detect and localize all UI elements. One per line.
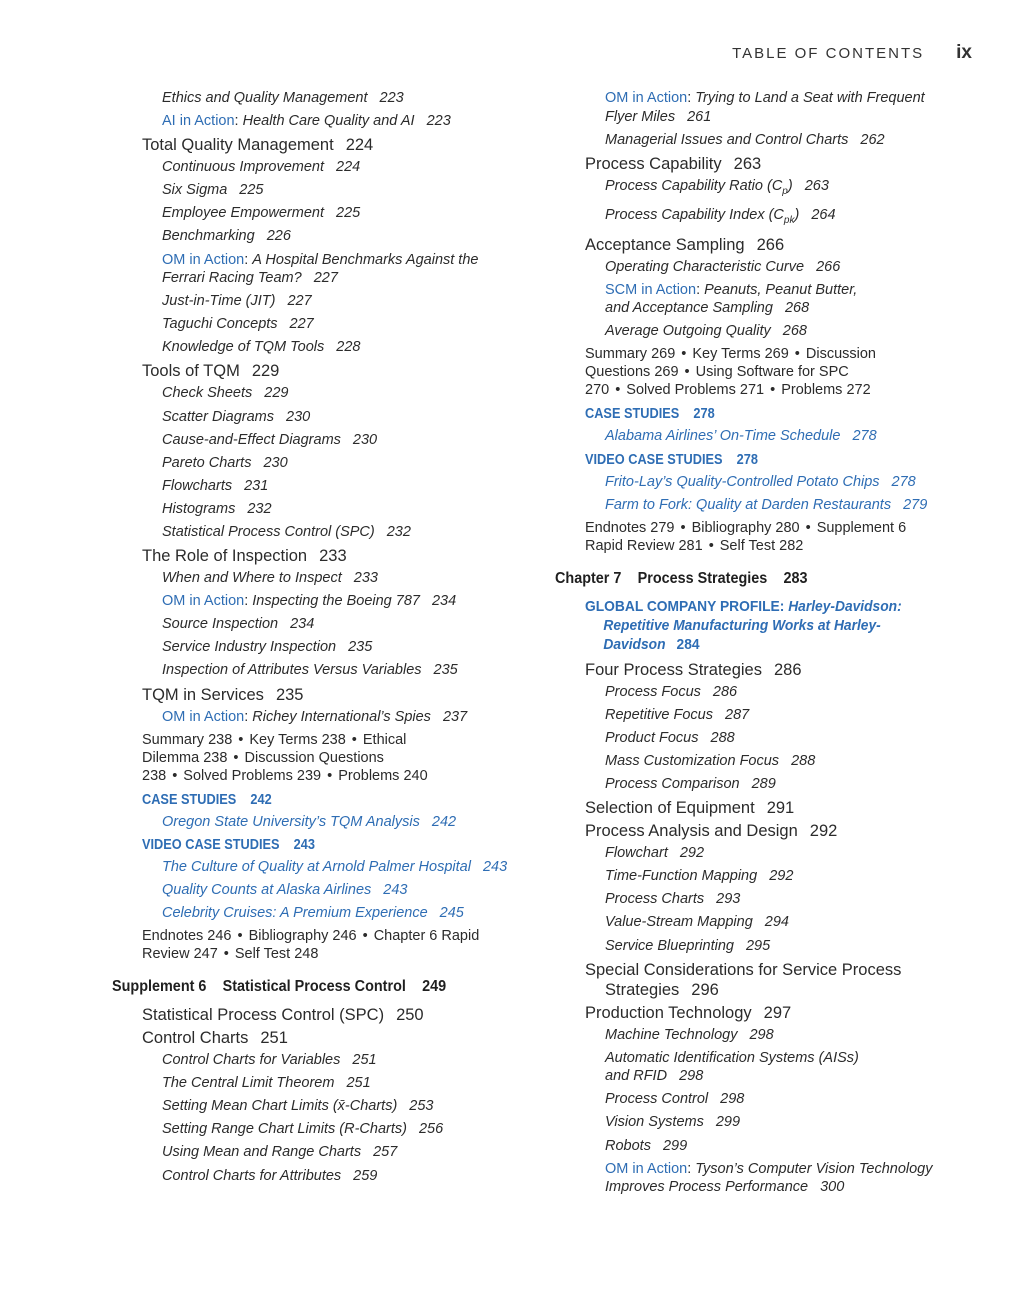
video-case-item[interactable]: Quality Counts at Alaska Airlines 243 bbox=[162, 881, 408, 898]
toc-entry[interactable]: Process Focus 286 bbox=[605, 683, 738, 700]
toc-entry[interactable]: Histograms 232 bbox=[162, 500, 272, 517]
toc-section[interactable]: TQM in Services 235 bbox=[142, 685, 304, 704]
page-number: ix bbox=[956, 42, 972, 63]
toc-entry[interactable]: Employee Empowerment 225 bbox=[162, 205, 361, 222]
toc-entry[interactable]: Process Capability Ratio $(C_p)$ 263 bbox=[605, 177, 829, 197]
supplement-heading[interactable]: Supplement 6 Statistical Process Control 249 bbox=[112, 978, 447, 996]
toc-entry[interactable]: Product Focus 288 bbox=[605, 729, 735, 746]
video-case-studies-heading[interactable]: VIDEO CASE STUDIES 243 bbox=[142, 836, 315, 853]
video-case-studies-heading[interactable]: VIDEO CASE STUDIES 278 bbox=[585, 451, 758, 468]
case-studies-heading[interactable]: CASE STUDIES 278 bbox=[585, 406, 715, 423]
toc-entry[interactable]: Cause-and-Effect Diagrams 230 bbox=[162, 431, 378, 448]
toc-entry[interactable]: Operating Characteristic Curve 266 bbox=[605, 258, 841, 275]
toc-entry[interactable]: Flowchart 292 bbox=[605, 845, 705, 862]
video-case-item[interactable]: Celebrity Cruises: A Premium Experience 245 bbox=[162, 904, 464, 921]
toc-entry[interactable]: The Central Limit Theorem 251 bbox=[162, 1075, 371, 1092]
toc-entry[interactable]: Benchmarking 226 bbox=[162, 228, 291, 245]
toc-entry[interactable]: Inspection of Attributes Versus Variables 235 bbox=[162, 662, 458, 679]
summary-line: Summary 238 • Key Terms 238 • Ethical Dilemma 238 • Discussion Questions 238 • Solved Problems 239 • Problems 240 bbox=[142, 731, 428, 784]
toc-entry[interactable]: Setting Mean Chart Limits (x̄-Charts) 253 bbox=[162, 1098, 434, 1115]
toc-section[interactable]: Four Process Strategies 286 bbox=[585, 660, 802, 679]
toc-entry[interactable]: Machine Technology 298 bbox=[605, 1026, 774, 1043]
toc-entry-in-action[interactable]: OM in Action: Inspecting the Boeing 787 234 bbox=[162, 593, 457, 610]
toc-section[interactable]: Control Charts 251 bbox=[142, 1029, 288, 1048]
toc-entry[interactable]: Control Charts for Variables 251 bbox=[162, 1052, 377, 1069]
toc-entry[interactable]: Control Charts for Attributes 259 bbox=[162, 1167, 378, 1184]
toc-section[interactable]: Total Quality Management 224 bbox=[142, 136, 374, 155]
toc-entry[interactable]: Taguchi Concepts 227 bbox=[162, 316, 314, 333]
toc-entry[interactable]: Repetitive Focus 287 bbox=[605, 706, 750, 723]
toc-entry[interactable]: Six Sigma 225 bbox=[162, 182, 264, 199]
toc-entry[interactable]: Automatic Identification Systems (AISs) and RFID 298 bbox=[605, 1049, 859, 1085]
toc-entry[interactable]: Check Sheets 229 bbox=[162, 385, 289, 402]
toc-entry[interactable]: Mass Customization Focus 288 bbox=[605, 753, 816, 769]
toc-entry-in-action[interactable]: OM in Action: Richey International’s Spies 237 bbox=[162, 708, 468, 725]
toc-entry[interactable]: Source Inspection 234 bbox=[162, 616, 315, 633]
video-case-item[interactable]: Farm to Fork: Quality at Darden Restaurants 279 bbox=[605, 496, 928, 513]
video-case-item[interactable]: The Culture of Quality at Arnold Palmer Hospital 243 bbox=[162, 858, 508, 875]
toc-entry-in-action[interactable]: SCM in Action: Peanuts, Peanut Butter, and Acceptance Sampling 268 bbox=[605, 281, 858, 317]
toc-entry[interactable]: Value-Stream Mapping 294 bbox=[605, 914, 789, 931]
toc-entry[interactable]: Knowledge of TQM Tools 228 bbox=[162, 339, 361, 356]
toc-entry[interactable]: Ethics and Quality Management 223 bbox=[162, 90, 404, 106]
toc-entry[interactable]: Robots 299 bbox=[605, 1137, 688, 1154]
toc-section[interactable]: The Role of Inspection 233 bbox=[142, 547, 347, 566]
left-column bbox=[112, 89, 542, 1190]
toc-entry[interactable]: Service Blueprinting 295 bbox=[605, 937, 771, 954]
toc-entry[interactable]: Using Mean and Range Charts 257 bbox=[162, 1144, 398, 1161]
case-study-item[interactable]: Alabama Airlines’ On-Time Schedule 278 bbox=[605, 428, 877, 445]
toc-entry[interactable]: When and Where to Inspect 233 bbox=[162, 570, 378, 587]
toc-section[interactable]: Acceptance Sampling 266 bbox=[585, 235, 785, 254]
toc-section[interactable]: Process Capability 263 bbox=[585, 154, 762, 173]
toc-entry[interactable]: Service Industry Inspection 235 bbox=[162, 639, 373, 656]
page-header bbox=[732, 42, 972, 64]
toc-entry-in-action[interactable]: OM in Action: Tyson’s Computer Vision Technology Improves Process Performance 300 bbox=[605, 1160, 933, 1196]
toc-entry[interactable]: Setting Range Chart Limits (R-Charts) 256 bbox=[162, 1121, 444, 1138]
toc-section[interactable]: Tools of TQM 229 bbox=[142, 362, 280, 381]
case-study-item[interactable]: Oregon State University’s TQM Analysis 242 bbox=[162, 813, 457, 830]
toc-section[interactable]: Selection of Equipment 291 bbox=[585, 799, 795, 818]
toc-entry[interactable]: Process Charts 293 bbox=[605, 891, 741, 908]
toc-entry[interactable]: Average Outgoing Quality 268 bbox=[605, 323, 807, 340]
toc-entry-in-action[interactable]: OM in Action: A Hospital Benchmarks Against the Ferrari Racing Team? 227 bbox=[162, 251, 479, 287]
global-company-profile[interactable]: GLOBAL COMPANY PROFILE: Harley-Davidson: Repetitive Manufacturing Works at Harley-Davidson 284 bbox=[585, 597, 902, 653]
video-case-item[interactable]: Frito-Lay’s Quality-Controlled Potato Chips 278 bbox=[605, 473, 916, 490]
summary-line: Summary 269 • Key Terms 269 • Discussion Questions 269 • Using Software for SPC 270 • Solved Problems 271 • Problems 272 bbox=[585, 346, 876, 399]
toc-entry[interactable]: Scatter Diagrams 230 bbox=[162, 408, 311, 425]
endnotes-line: Endnotes 246 • Bibliography 246 • Chapter 6 Rapid Review 247 • Self Test 248 bbox=[142, 928, 480, 963]
toc-entry[interactable]: Pareto Charts 230 bbox=[162, 454, 288, 471]
toc-entry[interactable]: Statistical Process Control (SPC) 232 bbox=[162, 524, 411, 540]
toc-entry[interactable]: Process Comparison 289 bbox=[605, 776, 776, 793]
toc-entry[interactable]: Process Capability Index $(C_{pk})$ 264 bbox=[605, 206, 836, 226]
toc-entry[interactable]: Just-in-Time (JIT) 227 bbox=[162, 293, 312, 310]
endnotes-line: Endnotes 279 • Bibliography 280 • Supplement 6 Rapid Review 281 • Self Test 282 bbox=[585, 519, 907, 554]
toc-entry[interactable]: Managerial Issues and Control Charts 262 bbox=[605, 131, 885, 148]
toc-section[interactable]: Production Technology 297 bbox=[585, 1003, 792, 1022]
toc-entry[interactable]: Process Control 298 bbox=[605, 1091, 745, 1108]
toc-section[interactable]: Special Considerations for Service Process Strategies 296 bbox=[585, 960, 902, 999]
running-title: TABLE OF CONTENTS bbox=[732, 45, 925, 62]
toc-section[interactable]: Statistical Process Control (SPC) 250 bbox=[142, 1006, 424, 1025]
toc-entry[interactable]: Flowcharts 231 bbox=[162, 477, 269, 494]
right-column bbox=[555, 89, 965, 1201]
toc-entry[interactable]: Vision Systems 299 bbox=[605, 1114, 741, 1131]
toc-entry-in-action[interactable]: AI in Action: Health Care Quality and AI 223 bbox=[162, 113, 451, 130]
toc-entry[interactable]: Continuous Improvement 224 bbox=[162, 159, 361, 176]
toc-entry-in-action[interactable]: OM in Action: Trying to Land a Seat with Frequent Flyer Miles 261 bbox=[605, 90, 925, 125]
toc-section[interactable]: Process Analysis and Design 292 bbox=[585, 822, 838, 841]
case-studies-heading[interactable]: CASE STUDIES 242 bbox=[142, 791, 272, 808]
chapter-heading[interactable]: Chapter 7 Process Strategies 283 bbox=[555, 569, 808, 587]
toc-entry[interactable]: Time-Function Mapping 292 bbox=[605, 868, 794, 885]
